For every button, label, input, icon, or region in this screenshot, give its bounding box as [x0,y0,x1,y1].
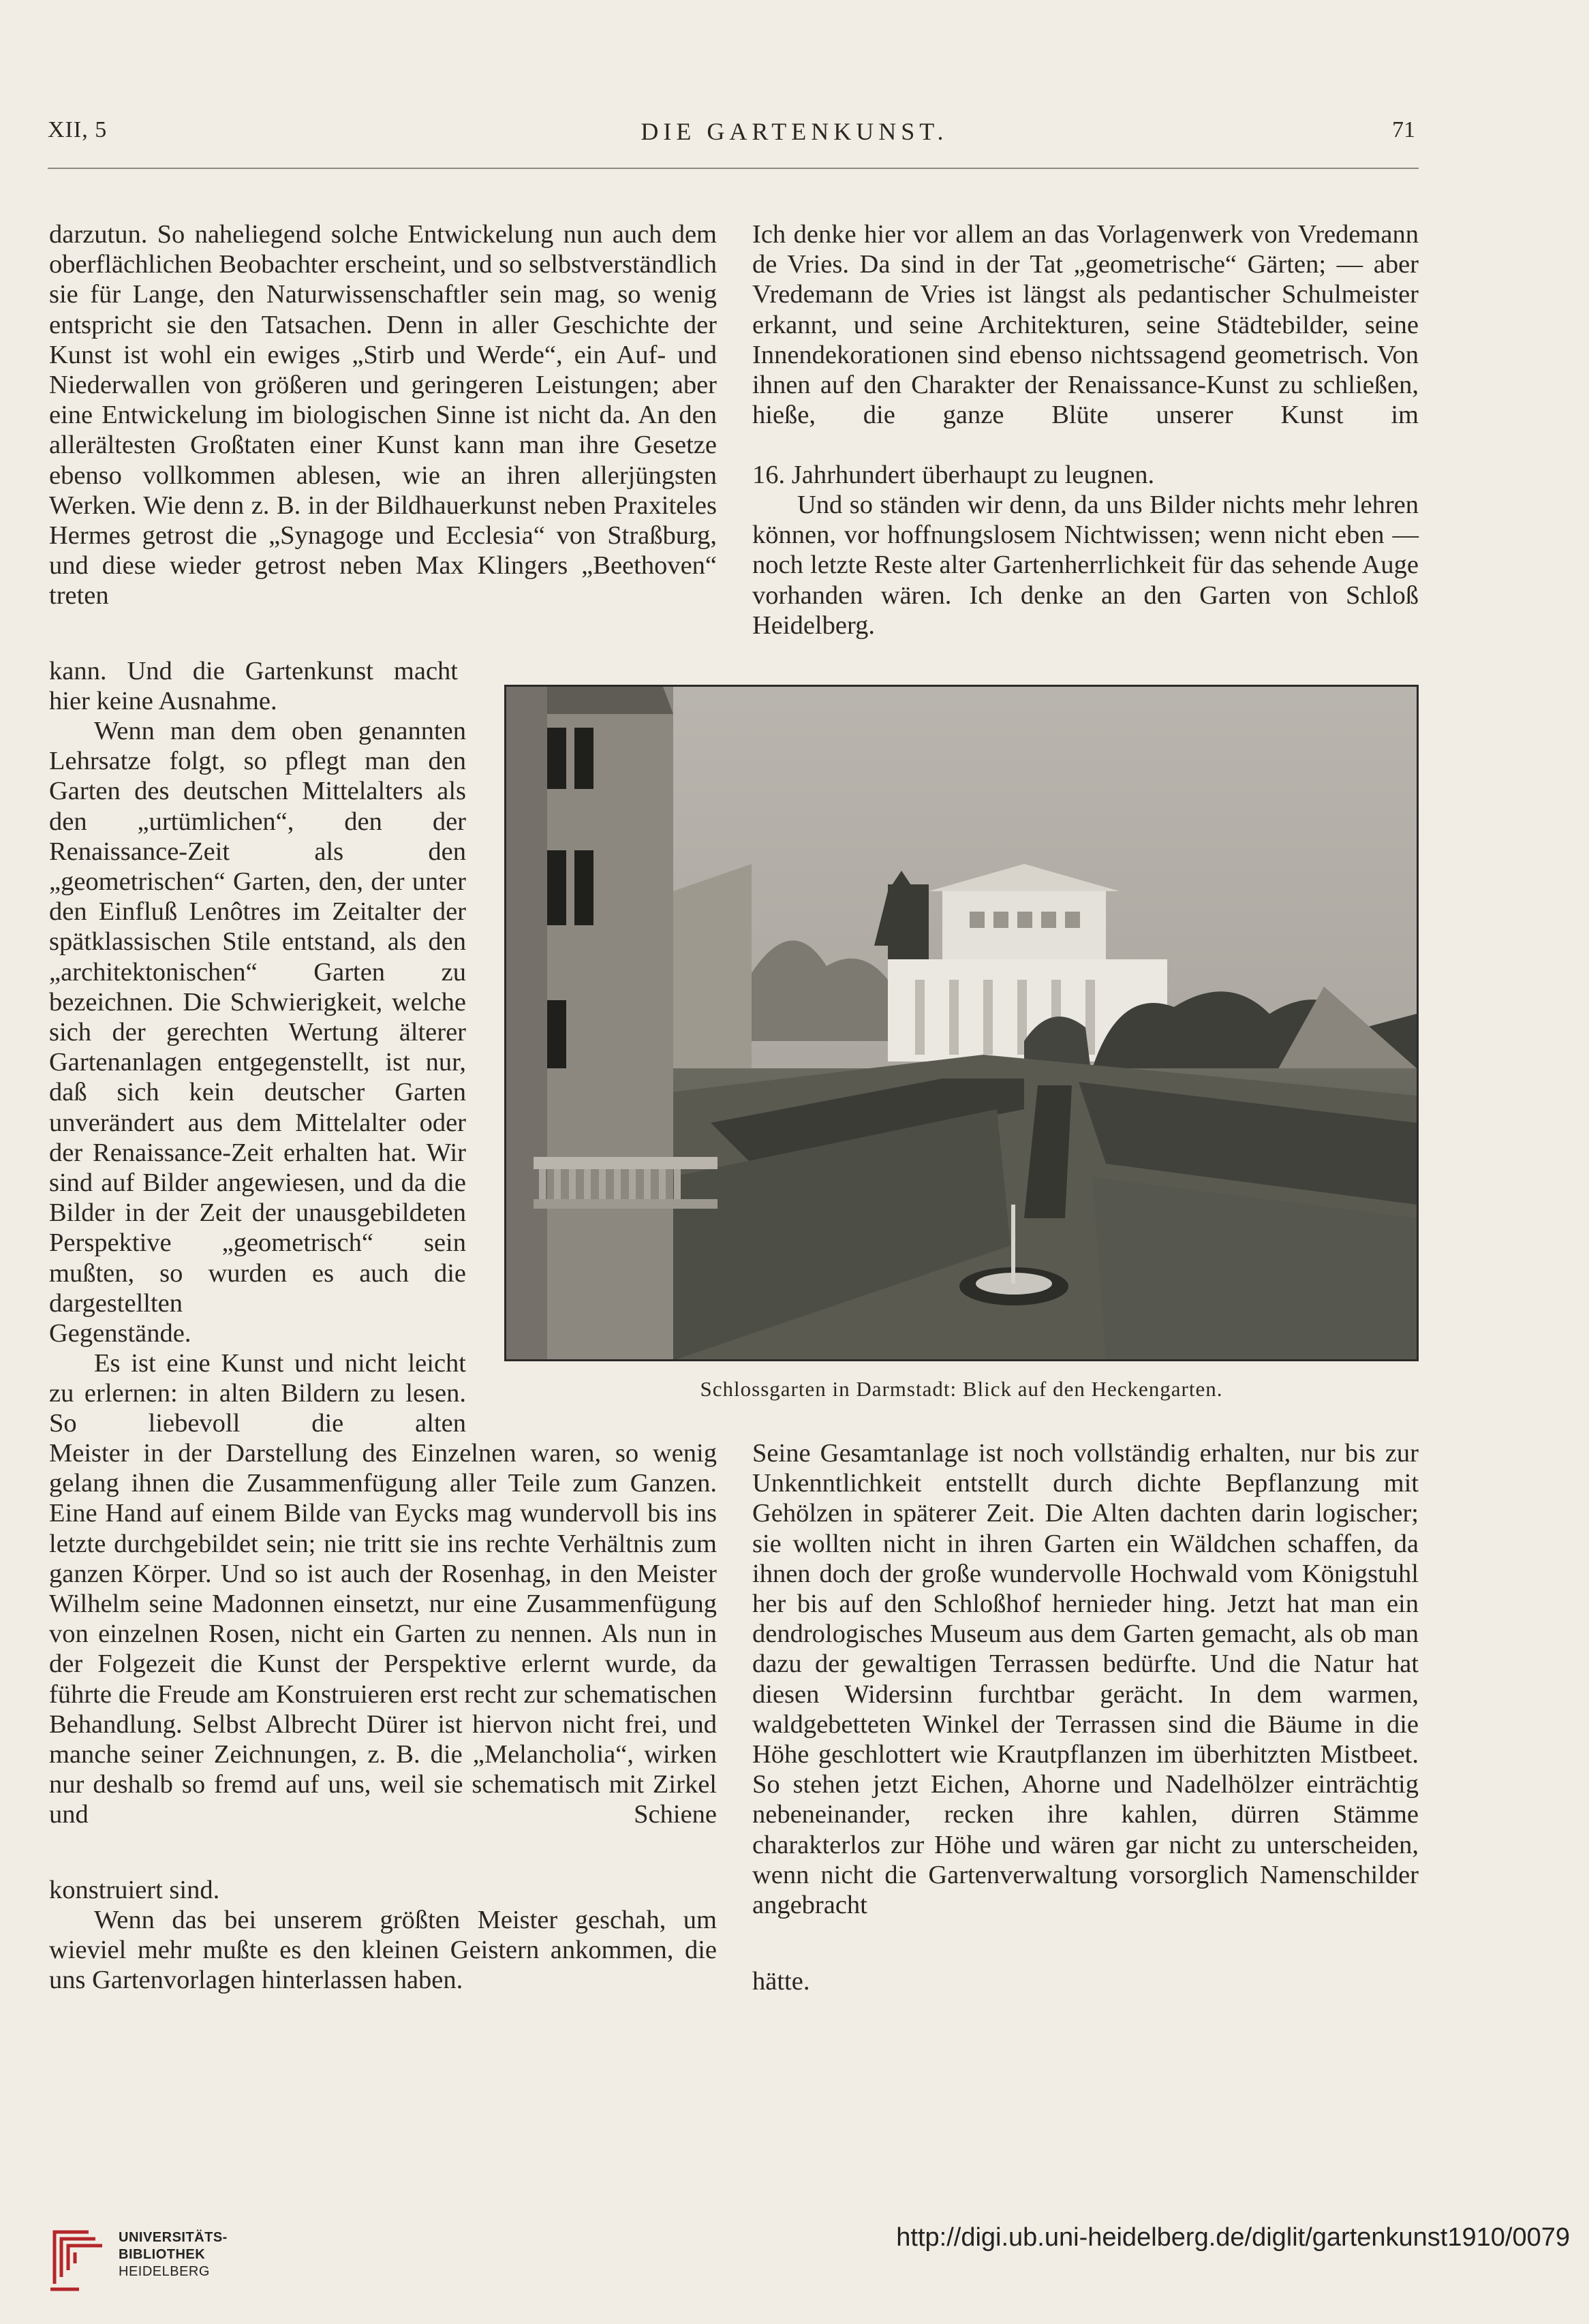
library-name-line-1: UNIVERSITÄTS- [119,2230,228,2245]
right-paragraph-3-tail: hätte. [752,1967,810,1996]
journal-title: DIE GARTENKUNST. [641,118,948,145]
source-url-link[interactable]: http://digi.ub.uni-heidelberg.de/diglit/gartenkunst1910/0079 [896,2223,1570,2252]
left-paragraph-3-tail: konstruiert sind. [49,1876,220,1904]
left-paragraph-1-tail-a: kann. Und die Gartenkunst macht [49,657,458,685]
library-logo [48,2218,252,2293]
left-paragraph-3-narrow: Es ist eine Kunst und nicht leicht zu erlernen: in alten Bildern zu lesen. So liebevoll die alten [49,1349,466,1438]
garden-photo-illustration [506,687,1417,1359]
header-rule [48,168,1419,169]
page-number: 71 [1392,117,1415,142]
right-paragraph-1: Ich denke hier vor allem an das Vorlagenwerk von Vredemann de Vries. Da sind in der Tat „geometrische“ Gärten; — aber Vredemann de Vries ist längst als pedantischer Schulmeister erkannt, und seine Architekturen, seine Städtebilder, seine Innendekorationen sind ebenso nichtssagend geometrisch. Von ihnen auf den Charakter der Renaissance-Kunst zu schließen, hieße, die ganze Blüte unserer Kunst im [752,220,1419,430]
figure-caption: Schlossgarten in Darmstadt: Blick auf den Heckengarten. [700,1377,1223,1401]
left-paragraph-2: Wenn man dem oben genannten Lehrsatze folgt, so pflegt man den Garten des deutschen Mittelalters als den „urtümlichen“, den der Renaissance-Zeit als den „geometrischen“ Garten, den, der unter den Einfluß Lenôtres im Zeitalter der spätklassischen Stile entstand, als den „architektonischen“ Garten zu bezeichnen. Die Schwierigkeit, welche sich der gerechten Wertung älterer Gartenanlagen entgegenstellt, ist nur, daß sich kein deutscher Garten unverändert aus dem Mittelalter oder der Renaissance-Zeit erhalten hat. Wir sind auf Bilder angewiesen, und da die Bilder in der Zeit der unausgebildeten Perspektive „geometrisch“ sein mußten, so wurden es auch die dargestellten [49,717,466,1318]
right-paragraph-2: Und so ständen wir denn, da uns Bilder nichts mehr lehren können, vor hoffnungslosem Nichtwissen; wenn nicht eben — noch letzte Reste alter Gartenherrlichkeit für das sehende Auge vorhanden wären. Ich denke an den Garten von Schloß Heidelberg. [752,491,1419,640]
left-paragraph-1: darzutun. So naheliegend solche Entwickelung nun auch dem oberflächlichen Beobachter erscheint, und so selbstverständlich sie für Lange, den Naturwissenschaftler sein mag, so wenig entspricht sie den Tatsachen. Denn in aller Geschichte der Kunst ist wohl ein ewiges „Stirb und Werde“, ein Auf- und Niederwallen von größeren und geringeren Leistungen; aber eine Entwickelung im biologischen Sinne ist nicht da. An den allerältesten Großtaten einer Kunst kann man ihre Gesetze ebenso vollkommen ablesen, wie an ihren allerjüngsten Werken. Wie denn z. B. in der Bildhauerkunst neben Praxiteles Hermes getrost die „Synagoge und Ecclesia“ von Straßburg, und diese wieder getrost neben Max Klingers „Beethoven“ treten [49,220,717,610]
library-emblem-icon [48,2218,105,2292]
right-paragraph-3: Seine Gesamtanlage ist noch vollständig erhalten, nur bis zur Unkenntlichkeit entstellt durch dichte Bepflanzung mit Gehölzen in späterer Zeit. Die Alten dachten darin logischer; sie wollten nicht in ihren Garten ein Wäldchen schaffen, da ihnen doch der große wundervolle Hochwald vom Königstuhl her bis auf den Schloßhof hernieder hing. Jetzt hat man ein dendrologisches Museum aus dem Garten gemacht, als ob man dazu der gewaltigen Terrassen bedürfte. Und die Natur hat diesen Widersinn furchtbar gerächt. In dem warmen, waldgebetteten Winkel der Terrassen sind die Bäume in die Höhe geschlottert wie Krautpflanzen im überhitzten Mistbeet. So stehen jetzt Eichen, Ahorne und Nadelhölzer einträchtig nebeneinander, recken ihre kahlen, dürren Stämme charakterlos zur Höhe und wären gar nicht zu unterscheiden, wenn nicht die Gartenverwaltung vorsorglich Namenschilder angebracht [752,1439,1419,1920]
left-paragraph-1-tail-b: hier keine Ausnahme. [49,687,277,715]
left-paragraph-4: Wenn das bei unserem größten Meister geschah, um wieviel mehr mußte es den kleinen Geistern ankommen, die uns Gartenvorlagen hinterlassen haben. [49,1906,717,1995]
running-header [0,117,1589,158]
garden-photograph [504,685,1419,1361]
library-name [119,2229,228,2280]
right-paragraph-1-tail: 16. Jahrhundert überhaupt zu leugnen. [752,461,1155,489]
library-name-line-2: BIBLIOTHEK [119,2247,206,2262]
volume-label: XII, 5 [48,117,108,142]
left-paragraph-3: Meister in der Darstellung des Einzelnen waren, so wenig gelang ihnen die Zusammenfügung aller Teile zum Ganzen. Eine Hand auf einem Bilde van Eycks mag wundervoll bis ins letzte durchgebildet sein; nie tritt sie ins rechte Verhältnis zum ganzen Körper. Und so ist auch der Rosenhag, in den Meister Wilhelm seine Madonnen einsetzt, nur eine Zusammenfügung von einzelnen Rosen, nicht ein Garten zu nennen. Als nun in der Folgezeit die Kunst der Perspektive erlernt wurde, da führte die Freude am Konstruieren erst recht zur schematischen Behandlung. Selbst Albrecht Dürer ist hiervon nicht frei, und manche seiner Zeichnungen, z. B. die „Melancholia“, wirken nur deshalb so fremd auf uns, weil sie schematisch mit Zirkel und Schiene [49,1439,717,1829]
left-paragraph-2-tail: Gegenstände. [49,1319,191,1348]
library-name-line-3: HEIDELBERG [119,2264,210,2279]
